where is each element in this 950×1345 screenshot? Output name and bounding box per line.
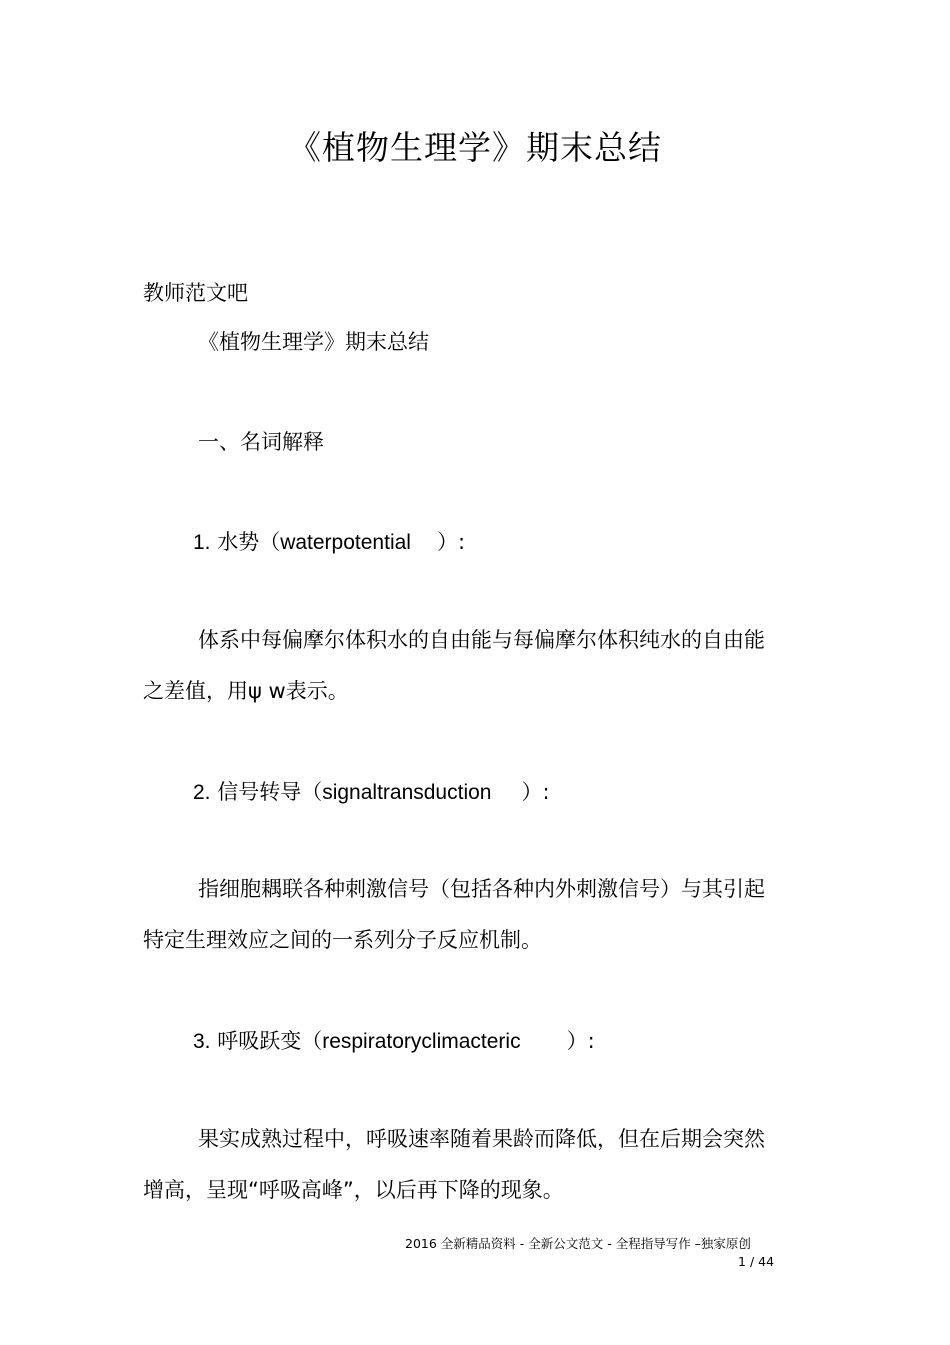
term-body-line: 果实成熟过程中，呼吸速率随着果龄而降低，但在后期会突然 [198, 1127, 765, 1151]
term-chinese: 水势（ [217, 530, 281, 554]
page-separator: / [749, 1254, 755, 1269]
term-english: waterpotential [280, 531, 411, 554]
term-english: respiratoryclimacteric [322, 1030, 521, 1053]
term-heading-water-potential [193, 527, 465, 558]
term-number: 3. [193, 1030, 211, 1053]
term-number: 2. [193, 781, 211, 804]
subtitle: 《植物生理学》期末总结 [198, 330, 429, 354]
term-close: ）: [436, 530, 466, 554]
term-heading-signal-transduction [193, 777, 550, 808]
term-body-line: 体系中每偏摩尔体积水的自由能与每偏摩尔体积纯水的自由能 [198, 628, 765, 652]
term-heading-respiratory-climacteric [193, 1026, 595, 1057]
term-english: signaltransduction [322, 781, 492, 804]
page-indicator [738, 1254, 774, 1270]
term-close: ）: [521, 780, 550, 804]
term-close: ）: [566, 1029, 595, 1053]
term-body-line: 增高，呈现“呼吸高峰”，以后再下降的现象。 [143, 1178, 564, 1202]
page-current: 1 [738, 1254, 746, 1269]
term-body-line: 指细胞耦联各种刺激信号（包括各种内外刺激信号）与其引起 [198, 877, 765, 901]
section-heading-definitions: 一、名词解释 [198, 430, 324, 454]
term-chinese: 信号转导（ [217, 780, 323, 804]
term-number: 1. [193, 531, 211, 554]
page-total: 44 [758, 1254, 775, 1269]
source-label: 教师范文吧 [143, 281, 248, 305]
term-body-line: 之差值，用ψ w表示。 [143, 679, 349, 703]
document-title: 《植物生理学》期末总结 [288, 128, 662, 167]
term-chinese: 呼吸跃变（ [217, 1029, 323, 1053]
term-body-line: 特定生理效应之间的一系列分子反应机制。 [143, 928, 542, 952]
footer-text: 2016 全新精品资料 - 全新公文范文 - 全程指导写作 –独家原创 [405, 1236, 751, 1251]
